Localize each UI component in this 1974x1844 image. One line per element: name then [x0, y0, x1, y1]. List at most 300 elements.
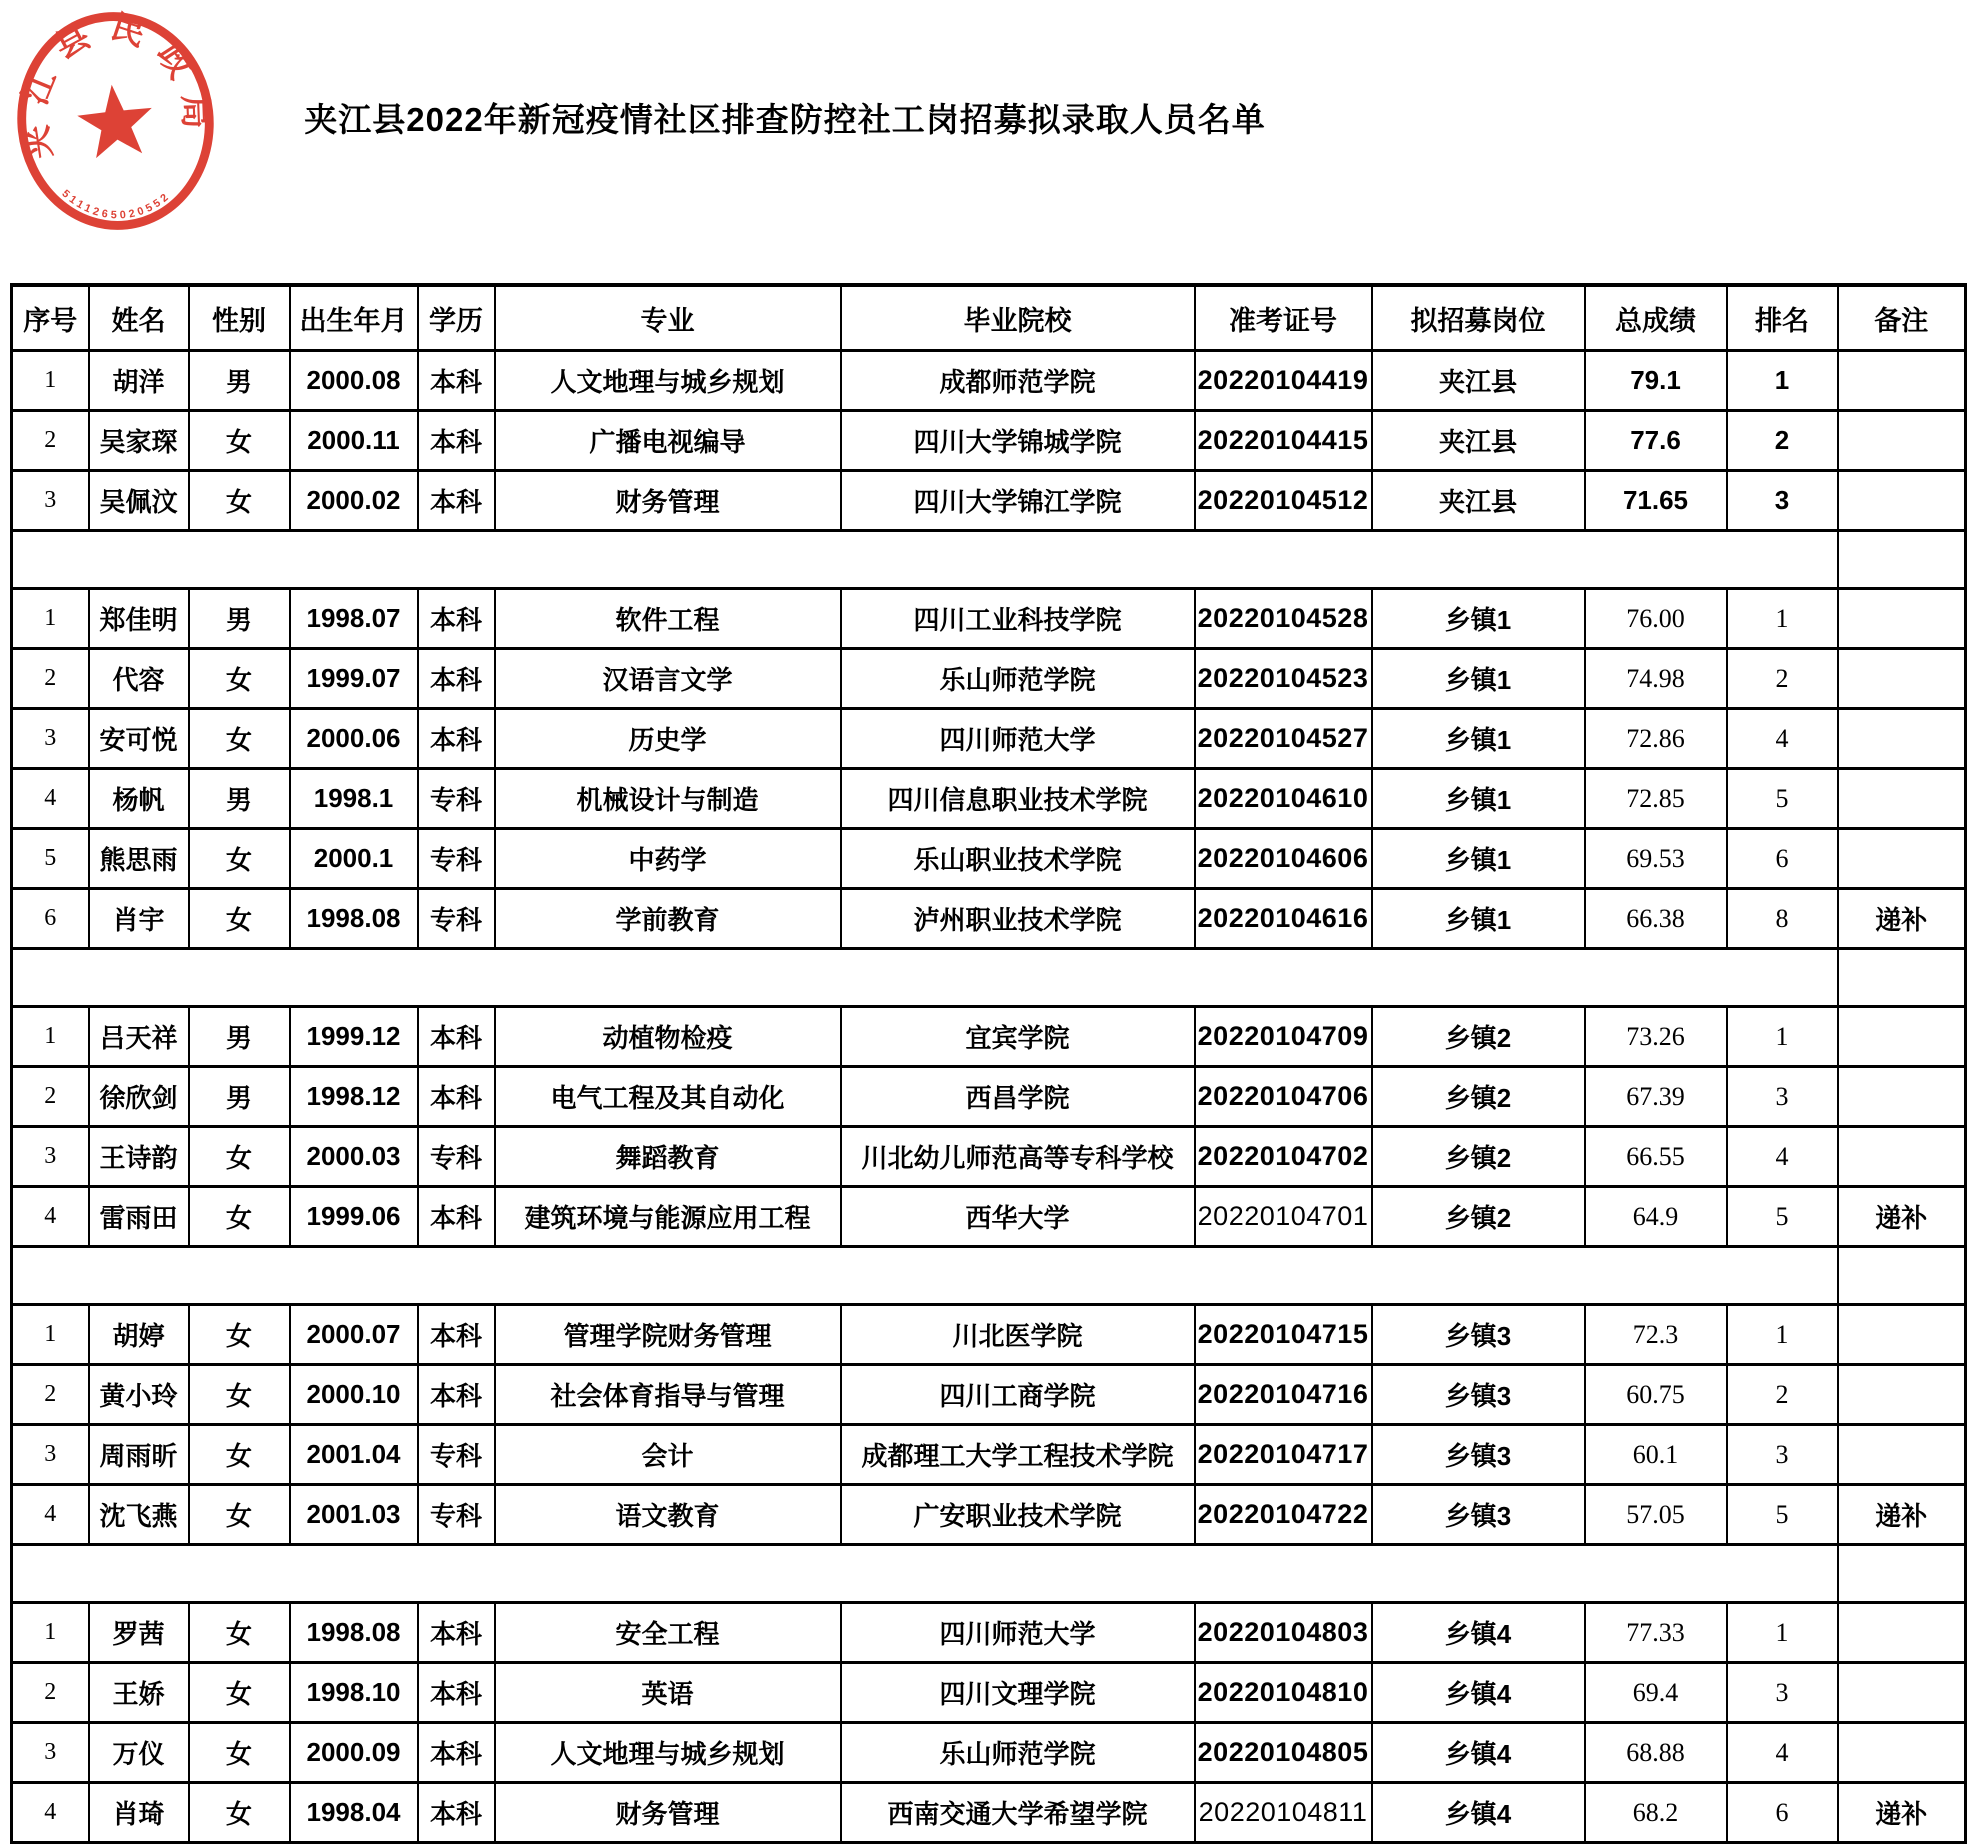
cell-rank: 5: [1727, 1187, 1838, 1247]
cell-note: [1838, 709, 1966, 769]
cell-gender: 男: [189, 589, 290, 649]
cell-major: 社会体育指导与管理: [495, 1365, 841, 1425]
cell-post: 乡镇4: [1372, 1603, 1585, 1663]
cell-exam-number: 20220104415: [1195, 411, 1372, 471]
cell-post: 乡镇1: [1372, 889, 1585, 949]
cell-post: 乡镇4: [1372, 1783, 1585, 1843]
cell-birth-date: 1999.07: [290, 649, 418, 709]
cell-post: 乡镇1: [1372, 589, 1585, 649]
cell-major: 广播电视编导: [495, 411, 841, 471]
cell-seq: 2: [12, 411, 89, 471]
cell-school: 宜宾学院: [841, 1007, 1195, 1067]
cell-major: 动植物检疫: [495, 1007, 841, 1067]
cell-rank: 6: [1727, 829, 1838, 889]
cell-total-score: 74.98: [1585, 649, 1727, 709]
cell-total-score: 72.86: [1585, 709, 1727, 769]
cell-name: 胡洋: [89, 351, 189, 411]
cell-seq: 2: [12, 1067, 89, 1127]
cell-exam-number: 20220104610: [1195, 769, 1372, 829]
cell-major: 电气工程及其自动化: [495, 1067, 841, 1127]
cell-total-score: 64.9: [1585, 1187, 1727, 1247]
spacer-cell: [12, 949, 1838, 1007]
cell-degree: 本科: [418, 1603, 495, 1663]
cell-school: 四川文理学院: [841, 1663, 1195, 1723]
cell-post: 乡镇3: [1372, 1305, 1585, 1365]
cell-post: 夹江县: [1372, 351, 1585, 411]
cell-total-score: 57.05: [1585, 1485, 1727, 1545]
cell-degree: 专科: [418, 1127, 495, 1187]
cell-rank: 4: [1727, 1723, 1838, 1783]
cell-seq: 2: [12, 1365, 89, 1425]
cell-rank: 3: [1727, 1067, 1838, 1127]
cell-birth-date: 2001.03: [290, 1485, 418, 1545]
cell-birth-date: 1998.1: [290, 769, 418, 829]
cell-degree: 本科: [418, 1187, 495, 1247]
spacer-row: [12, 531, 1966, 589]
cell-name: 周雨昕: [89, 1425, 189, 1485]
cell-rank: 2: [1727, 649, 1838, 709]
cell-school: 四川师范大学: [841, 709, 1195, 769]
cell-birth-date: 1998.12: [290, 1067, 418, 1127]
cell-exam-number: 20220104811: [1195, 1783, 1372, 1843]
table-row: [12, 1127, 1966, 1187]
cell-degree: 本科: [418, 709, 495, 769]
table-row: [12, 1425, 1966, 1485]
cell-rank: 3: [1727, 1425, 1838, 1485]
cell-post: 乡镇3: [1372, 1485, 1585, 1545]
cell-note: [1838, 649, 1966, 709]
cell-major: 人文地理与城乡规划: [495, 1723, 841, 1783]
cell-rank: 8: [1727, 889, 1838, 949]
cell-school: 西昌学院: [841, 1067, 1195, 1127]
column-header-3: 出生年月: [290, 285, 418, 351]
column-header-5: 专业: [495, 285, 841, 351]
cell-total-score: 67.39: [1585, 1067, 1727, 1127]
cell-school: 西华大学: [841, 1187, 1195, 1247]
cell-birth-date: 1998.08: [290, 889, 418, 949]
cell-seq: 6: [12, 889, 89, 949]
cell-note: [1838, 1365, 1966, 1425]
cell-birth-date: 1998.07: [290, 589, 418, 649]
cell-gender: 女: [189, 889, 290, 949]
cell-note: 递补: [1838, 1783, 1966, 1843]
cell-birth-date: 2000.08: [290, 351, 418, 411]
cell-seq: 2: [12, 649, 89, 709]
cell-major: 历史学: [495, 709, 841, 769]
cell-birth-date: 2001.04: [290, 1425, 418, 1485]
cell-name: 肖宇: [89, 889, 189, 949]
cell-major: 学前教育: [495, 889, 841, 949]
cell-birth-date: 1998.08: [290, 1603, 418, 1663]
cell-gender: 女: [189, 1603, 290, 1663]
cell-degree: 本科: [418, 351, 495, 411]
cell-school: 乐山职业技术学院: [841, 829, 1195, 889]
cell-gender: 女: [189, 1425, 290, 1485]
cell-degree: 专科: [418, 829, 495, 889]
cell-degree: 本科: [418, 1305, 495, 1365]
cell-exam-number: 20220104419: [1195, 351, 1372, 411]
cell-seq: 3: [12, 471, 89, 531]
cell-major: 建筑环境与能源应用工程: [495, 1187, 841, 1247]
cell-degree: 本科: [418, 1783, 495, 1843]
cell-gender: 男: [189, 1007, 290, 1067]
cell-seq: 2: [12, 1663, 89, 1723]
cell-name: 雷雨田: [89, 1187, 189, 1247]
cell-total-score: 68.88: [1585, 1723, 1727, 1783]
cell-exam-number: 20220104810: [1195, 1663, 1372, 1723]
spacer-row: [12, 949, 1966, 1007]
column-header-7: 准考证号: [1195, 285, 1372, 351]
cell-post: 乡镇3: [1372, 1365, 1585, 1425]
cell-major: 软件工程: [495, 589, 841, 649]
table-row: [12, 889, 1966, 949]
cell-gender: 男: [189, 1067, 290, 1127]
table-row: [12, 1603, 1966, 1663]
cell-birth-date: 2000.09: [290, 1723, 418, 1783]
cell-major: 机械设计与制造: [495, 769, 841, 829]
cell-rank: 3: [1727, 1663, 1838, 1723]
cell-exam-number: 20220104528: [1195, 589, 1372, 649]
column-header-6: 毕业院校: [841, 285, 1195, 351]
cell-rank: 1: [1727, 1305, 1838, 1365]
cell-exam-number: 20220104803: [1195, 1603, 1372, 1663]
cell-degree: 本科: [418, 589, 495, 649]
cell-seq: 4: [12, 769, 89, 829]
cell-birth-date: 2000.10: [290, 1365, 418, 1425]
cell-total-score: 77.33: [1585, 1603, 1727, 1663]
cell-gender: 女: [189, 411, 290, 471]
cell-gender: 女: [189, 1127, 290, 1187]
cell-seq: 3: [12, 1723, 89, 1783]
cell-birth-date: 2000.06: [290, 709, 418, 769]
cell-school: 四川工业科技学院: [841, 589, 1195, 649]
cell-degree: 专科: [418, 889, 495, 949]
spacer-row: [12, 1247, 1966, 1305]
cell-school: 川北幼儿师范高等专科学校: [841, 1127, 1195, 1187]
table-row: [12, 1305, 1966, 1365]
cell-total-score: 60.1: [1585, 1425, 1727, 1485]
cell-exam-number: 20220104716: [1195, 1365, 1372, 1425]
cell-degree: 专科: [418, 1485, 495, 1545]
spacer-cell: [12, 1247, 1838, 1305]
cell-name: 王娇: [89, 1663, 189, 1723]
cell-note: [1838, 1663, 1966, 1723]
column-header-11: 备注: [1838, 285, 1966, 351]
table-row: [12, 471, 1966, 531]
cell-degree: 本科: [418, 1723, 495, 1783]
cell-school: 泸州职业技术学院: [841, 889, 1195, 949]
cell-note: [1838, 1007, 1966, 1067]
cell-major: 安全工程: [495, 1603, 841, 1663]
cell-total-score: 73.26: [1585, 1007, 1727, 1067]
cell-birth-date: 2000.1: [290, 829, 418, 889]
cell-name: 徐欣剑: [89, 1067, 189, 1127]
cell-birth-date: 1999.06: [290, 1187, 418, 1247]
cell-total-score: 66.38: [1585, 889, 1727, 949]
cell-gender: 女: [189, 1305, 290, 1365]
cell-rank: 1: [1727, 1603, 1838, 1663]
cell-rank: 1: [1727, 589, 1838, 649]
cell-name: 杨帆: [89, 769, 189, 829]
cell-gender: 女: [189, 1365, 290, 1425]
cell-school: 成都理工大学工程技术学院: [841, 1425, 1195, 1485]
table-row: [12, 1485, 1966, 1545]
cell-name: 万仪: [89, 1723, 189, 1783]
cell-birth-date: 1998.10: [290, 1663, 418, 1723]
table-row: [12, 769, 1966, 829]
column-header-1: 姓名: [89, 285, 189, 351]
cell-exam-number: 20220104709: [1195, 1007, 1372, 1067]
cell-name: 肖琦: [89, 1783, 189, 1843]
cell-name: 吴家琛: [89, 411, 189, 471]
cell-total-score: 72.3: [1585, 1305, 1727, 1365]
cell-major: 汉语言文学: [495, 649, 841, 709]
cell-degree: 本科: [418, 1067, 495, 1127]
cell-seq: 1: [12, 589, 89, 649]
cell-birth-date: 1999.12: [290, 1007, 418, 1067]
cell-degree: 本科: [418, 1365, 495, 1425]
cell-rank: 5: [1727, 1485, 1838, 1545]
cell-exam-number: 20220104805: [1195, 1723, 1372, 1783]
cell-gender: 女: [189, 1723, 290, 1783]
cell-seq: 3: [12, 1127, 89, 1187]
table-row: [12, 1723, 1966, 1783]
cell-degree: 本科: [418, 471, 495, 531]
cell-school: 成都师范学院: [841, 351, 1195, 411]
cell-gender: 女: [189, 1187, 290, 1247]
cell-note: [1838, 829, 1966, 889]
cell-note: 递补: [1838, 1485, 1966, 1545]
cell-total-score: 60.75: [1585, 1365, 1727, 1425]
cell-post: 乡镇4: [1372, 1663, 1585, 1723]
cell-degree: 本科: [418, 411, 495, 471]
table-row: [12, 1783, 1966, 1843]
column-header-0: 序号: [12, 285, 89, 351]
cell-name: 沈飞燕: [89, 1485, 189, 1545]
cell-exam-number: 20220104722: [1195, 1485, 1372, 1545]
cell-gender: 女: [189, 1783, 290, 1843]
seal-org-text: 夹江县民政局: [15, 8, 215, 162]
cell-major: 舞蹈教育: [495, 1127, 841, 1187]
cell-note: [1838, 1603, 1966, 1663]
cell-total-score: 69.4: [1585, 1663, 1727, 1723]
cell-degree: 本科: [418, 1007, 495, 1067]
cell-gender: 女: [189, 471, 290, 531]
table-row: [12, 649, 1966, 709]
cell-birth-date: 2000.02: [290, 471, 418, 531]
cell-rank: 5: [1727, 769, 1838, 829]
cell-rank: 2: [1727, 411, 1838, 471]
cell-school: 四川信息职业技术学院: [841, 769, 1195, 829]
cell-exam-number: 20220104715: [1195, 1305, 1372, 1365]
cell-degree: 本科: [418, 649, 495, 709]
cell-major: 会计: [495, 1425, 841, 1485]
spacer-row: [12, 1545, 1966, 1603]
cell-post: 乡镇1: [1372, 769, 1585, 829]
cell-note: 递补: [1838, 889, 1966, 949]
cell-school: 广安职业技术学院: [841, 1485, 1195, 1545]
cell-name: 胡婷: [89, 1305, 189, 1365]
cell-school: 乐山师范学院: [841, 1723, 1195, 1783]
spacer-note-cell: [1838, 1545, 1966, 1603]
cell-school: 乐山师范学院: [841, 649, 1195, 709]
cell-seq: 3: [12, 709, 89, 769]
cell-seq: 1: [12, 1603, 89, 1663]
table-header-row: [12, 285, 1966, 351]
cell-name: 安可悦: [89, 709, 189, 769]
cell-note: [1838, 1425, 1966, 1485]
cell-major: 管理学院财务管理: [495, 1305, 841, 1365]
cell-post: 夹江县: [1372, 411, 1585, 471]
cell-total-score: 66.55: [1585, 1127, 1727, 1187]
column-header-4: 学历: [418, 285, 495, 351]
roster-table: [10, 283, 1967, 1844]
cell-gender: 女: [189, 829, 290, 889]
cell-exam-number: 20220104512: [1195, 471, 1372, 531]
cell-rank: 1: [1727, 351, 1838, 411]
cell-total-score: 68.2: [1585, 1783, 1727, 1843]
cell-school: 四川大学锦城学院: [841, 411, 1195, 471]
cell-note: [1838, 471, 1966, 531]
column-header-8: 拟招募岗位: [1372, 285, 1585, 351]
table-row: [12, 351, 1966, 411]
cell-rank: 3: [1727, 471, 1838, 531]
cell-major: 人文地理与城乡规划: [495, 351, 841, 411]
cell-note: [1838, 1723, 1966, 1783]
seal-number: 5111265020552: [59, 187, 174, 222]
cell-gender: 女: [189, 709, 290, 769]
cell-major: 财务管理: [495, 1783, 841, 1843]
column-header-9: 总成绩: [1585, 285, 1727, 351]
cell-total-score: 71.65: [1585, 471, 1727, 531]
cell-total-score: 76.00: [1585, 589, 1727, 649]
cell-gender: 女: [189, 649, 290, 709]
cell-exam-number: 20220104706: [1195, 1067, 1372, 1127]
cell-note: [1838, 769, 1966, 829]
cell-school: 川北医学院: [841, 1305, 1195, 1365]
table-row: [12, 1187, 1966, 1247]
cell-post: 乡镇2: [1372, 1067, 1585, 1127]
cell-post: 乡镇1: [1372, 709, 1585, 769]
cell-name: 吴佩汶: [89, 471, 189, 531]
cell-name: 吕天祥: [89, 1007, 189, 1067]
cell-major: 中药学: [495, 829, 841, 889]
cell-school: 四川师范大学: [841, 1603, 1195, 1663]
cell-name: 王诗韵: [89, 1127, 189, 1187]
cell-rank: 4: [1727, 709, 1838, 769]
cell-gender: 男: [189, 769, 290, 829]
cell-seq: 1: [12, 1007, 89, 1067]
cell-seq: 1: [12, 1305, 89, 1365]
cell-rank: 2: [1727, 1365, 1838, 1425]
cell-school: 四川大学锦江学院: [841, 471, 1195, 531]
table-row: [12, 829, 1966, 889]
cell-exam-number: 20220104606: [1195, 829, 1372, 889]
cell-note: [1838, 1305, 1966, 1365]
cell-note: [1838, 589, 1966, 649]
cell-major: 语文教育: [495, 1485, 841, 1545]
cell-major: 财务管理: [495, 471, 841, 531]
cell-name: 郑佳明: [89, 589, 189, 649]
column-header-10: 排名: [1727, 285, 1838, 351]
cell-rank: 4: [1727, 1127, 1838, 1187]
cell-degree: 专科: [418, 1425, 495, 1485]
cell-note: [1838, 1067, 1966, 1127]
cell-total-score: 77.6: [1585, 411, 1727, 471]
cell-seq: 4: [12, 1187, 89, 1247]
cell-post: 夹江县: [1372, 471, 1585, 531]
cell-seq: 4: [12, 1783, 89, 1843]
cell-seq: 3: [12, 1425, 89, 1485]
cell-gender: 女: [189, 1485, 290, 1545]
cell-seq: 1: [12, 351, 89, 411]
cell-post: 乡镇3: [1372, 1425, 1585, 1485]
cell-major: 英语: [495, 1663, 841, 1723]
cell-gender: 女: [189, 1663, 290, 1723]
column-header-2: 性别: [189, 285, 290, 351]
table-row: [12, 1007, 1966, 1067]
cell-note: [1838, 1127, 1966, 1187]
page-title: 夹江县2022年新冠疫情社区排查防控社工岗招募拟录取人员名单: [304, 101, 1266, 138]
cell-exam-number: 20220104717: [1195, 1425, 1372, 1485]
cell-note: [1838, 411, 1966, 471]
table-row: [12, 589, 1966, 649]
cell-gender: 男: [189, 351, 290, 411]
spacer-cell: [12, 1545, 1838, 1603]
cell-post: 乡镇2: [1372, 1187, 1585, 1247]
cell-school: 西南交通大学希望学院: [841, 1783, 1195, 1843]
cell-name: 代容: [89, 649, 189, 709]
cell-name: 黄小玲: [89, 1365, 189, 1425]
cell-birth-date: 1998.04: [290, 1783, 418, 1843]
cell-school: 四川工商学院: [841, 1365, 1195, 1425]
cell-total-score: 69.53: [1585, 829, 1727, 889]
cell-seq: 4: [12, 1485, 89, 1545]
table-row: [12, 411, 1966, 471]
cell-degree: 本科: [418, 1663, 495, 1723]
cell-post: 乡镇1: [1372, 829, 1585, 889]
spacer-note-cell: [1838, 1247, 1966, 1305]
cell-name: 熊思雨: [89, 829, 189, 889]
cell-exam-number: 20220104616: [1195, 889, 1372, 949]
cell-exam-number: 20220104701: [1195, 1187, 1372, 1247]
cell-birth-date: 2000.03: [290, 1127, 418, 1187]
cell-exam-number: 20220104702: [1195, 1127, 1372, 1187]
table-row: [12, 709, 1966, 769]
cell-rank: 6: [1727, 1783, 1838, 1843]
table-row: [12, 1365, 1966, 1425]
spacer-note-cell: [1838, 949, 1966, 1007]
spacer-cell: [12, 531, 1838, 589]
cell-exam-number: 20220104523: [1195, 649, 1372, 709]
cell-exam-number: 20220104527: [1195, 709, 1372, 769]
cell-post: 乡镇1: [1372, 649, 1585, 709]
cell-degree: 专科: [418, 769, 495, 829]
cell-birth-date: 2000.11: [290, 411, 418, 471]
table-row: [12, 1663, 1966, 1723]
cell-total-score: 72.85: [1585, 769, 1727, 829]
cell-post: 乡镇2: [1372, 1127, 1585, 1187]
cell-birth-date: 2000.07: [290, 1305, 418, 1365]
cell-name: 罗茜: [89, 1603, 189, 1663]
cell-note: 递补: [1838, 1187, 1966, 1247]
spacer-note-cell: [1838, 531, 1966, 589]
cell-post: 乡镇4: [1372, 1723, 1585, 1783]
cell-total-score: 79.1: [1585, 351, 1727, 411]
cell-note: [1838, 351, 1966, 411]
cell-rank: 1: [1727, 1007, 1838, 1067]
table-row: [12, 1067, 1966, 1127]
